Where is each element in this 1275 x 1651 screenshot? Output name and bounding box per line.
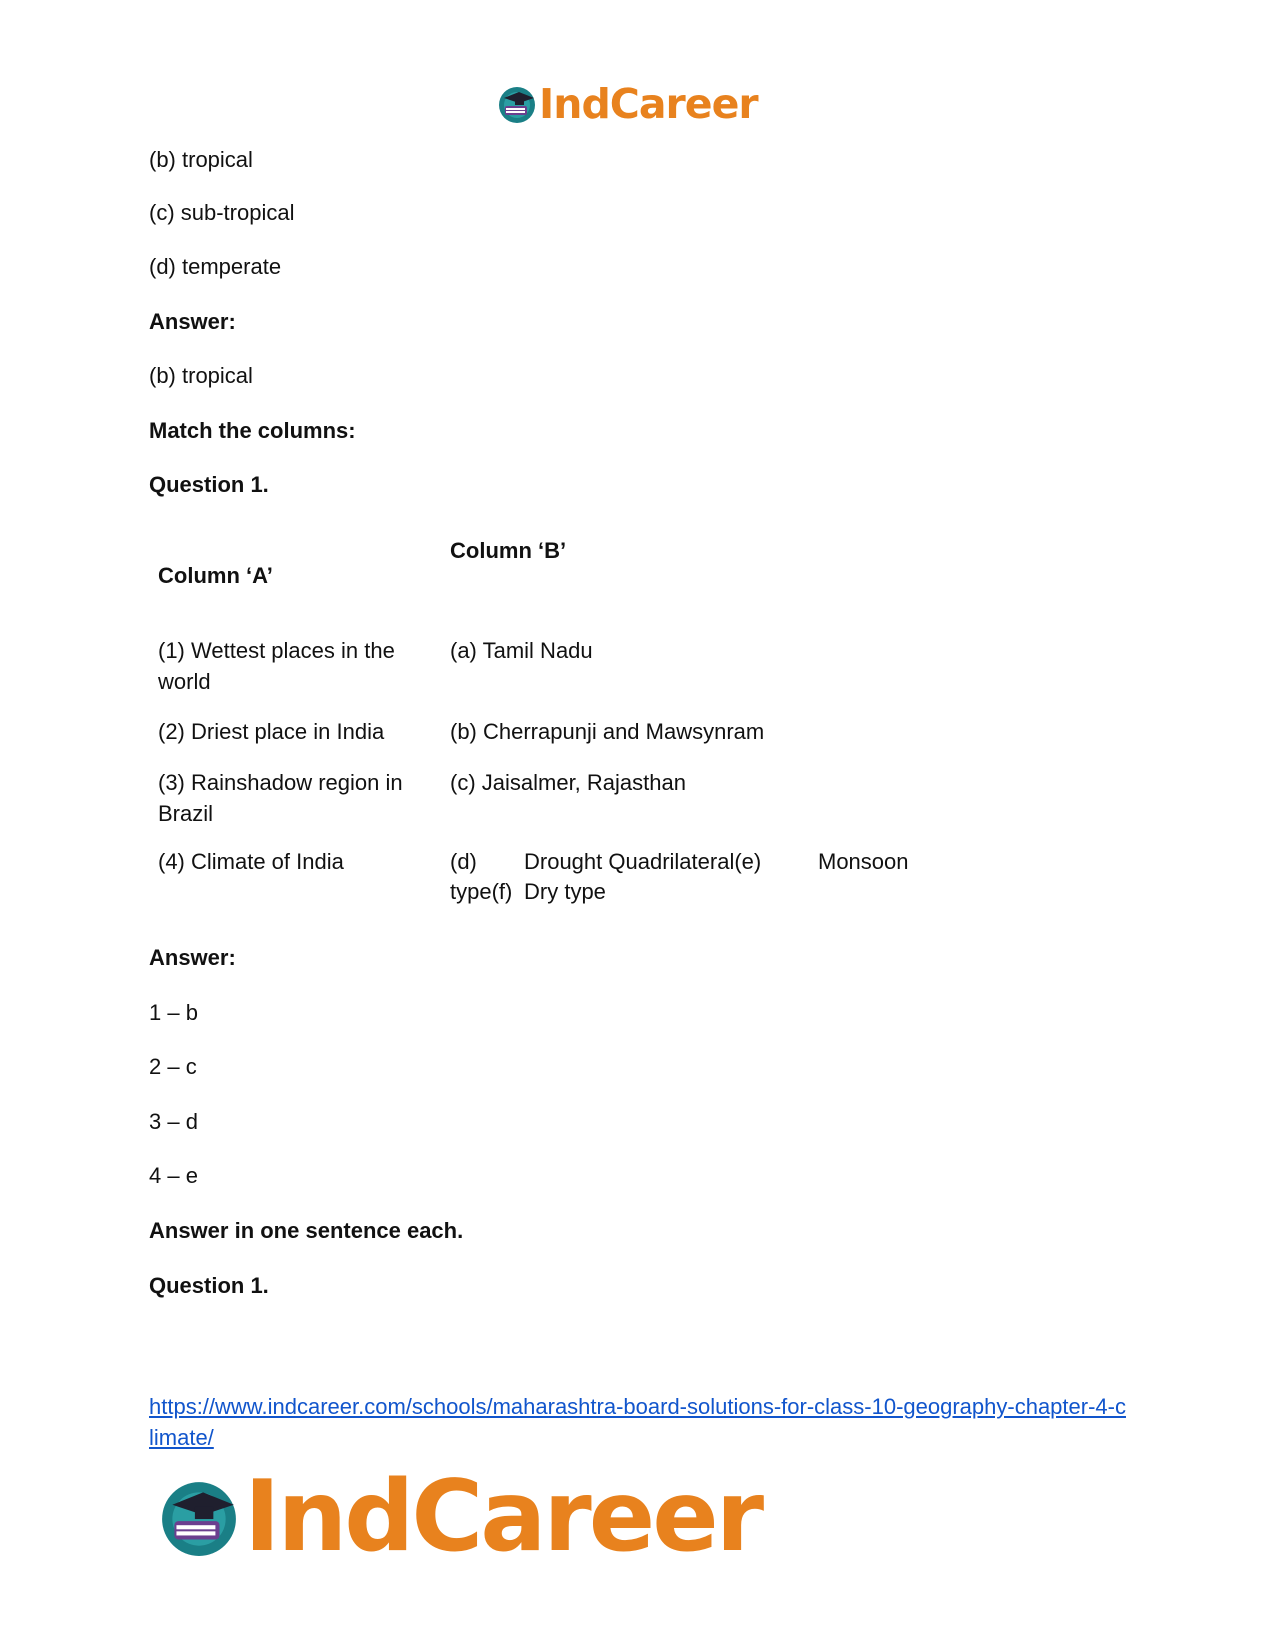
column-a-header: Column ‘A’ (158, 563, 273, 588)
source-link[interactable]: https://www.indcareer.com/schools/maharashtra-board-solutions-for-class-10-geography-chapter-4-climate/ (149, 1394, 1126, 1450)
column-a-cell: (3) Rainshadow region in Brazil (158, 770, 403, 826)
option-c: (c) sub-tropical (149, 200, 295, 225)
column-a-cell: (4) Climate of India (158, 849, 344, 874)
indcareer-logo-top (497, 80, 758, 128)
section-heading: Answer in one sentence each. (149, 1218, 464, 1243)
answer-item: 3 – d (149, 1109, 198, 1134)
column-a-cell: (2) Driest place in India (158, 719, 385, 744)
column-a-cell: (1) Wettest places in the world (158, 638, 395, 694)
match-heading: Match the columns: (149, 418, 356, 443)
option-b: (b) tropical (149, 147, 253, 172)
column-b-part: Dry type (524, 879, 606, 904)
question-title: Question 1. (149, 1273, 269, 1298)
graduation-cap-book-icon (497, 84, 537, 124)
column-b-part: (d) (450, 849, 477, 874)
column-b-part: Drought Quadrilateral(e) (524, 849, 762, 874)
question-title: Question 1. (149, 472, 269, 497)
column-b-header: Column ‘B’ (450, 538, 567, 563)
answer-item: 2 – c (149, 1054, 197, 1079)
logo-wordmark: IndCareer (539, 80, 758, 128)
answer-label: Answer: (149, 309, 236, 334)
answer-label: Answer: (149, 945, 236, 970)
column-b-part: Monsoon (818, 849, 909, 874)
graduation-cap-book-icon (158, 1476, 240, 1558)
column-b-cell: (b) Cherrapunji and Mawsynram (450, 719, 765, 744)
option-d: (d) temperate (149, 254, 282, 279)
answer-item: 4 – e (149, 1163, 198, 1188)
answer-item: 1 – b (149, 1000, 198, 1025)
answer-value: (b) tropical (149, 363, 253, 388)
indcareer-logo-bottom (158, 1460, 761, 1574)
logo-wordmark: IndCareer (244, 1460, 762, 1574)
column-b-cell: (a) Tamil Nadu (450, 638, 593, 663)
column-b-cell: (c) Jaisalmer, Rajasthan (450, 770, 686, 795)
column-b-part: type(f) (450, 879, 513, 904)
